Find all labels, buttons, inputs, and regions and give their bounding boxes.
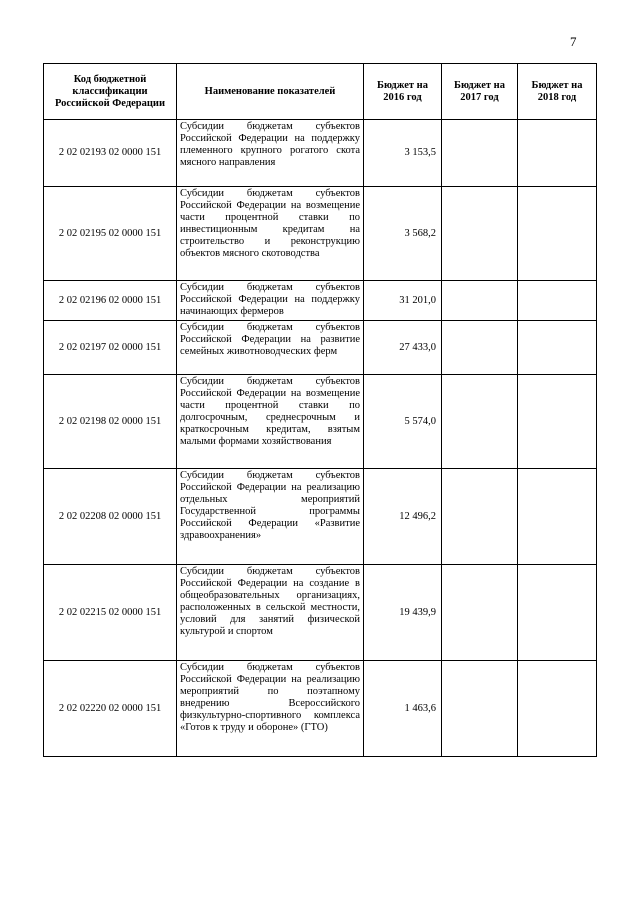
row-budget-2016: 5 574,0 (364, 375, 442, 469)
table-row (44, 565, 597, 661)
row-budget-2016: 12 496,2 (364, 469, 442, 565)
row-code: 2 02 02193 02 0000 151 (44, 120, 177, 187)
table-header-row (44, 64, 597, 120)
row-budget-2017 (442, 281, 518, 321)
row-budget-2017 (442, 469, 518, 565)
row-budget-2018 (518, 187, 597, 281)
row-budget-2018 (518, 565, 597, 661)
row-budget-2018 (518, 469, 597, 565)
row-budget-2018 (518, 375, 597, 469)
table-row (44, 661, 597, 757)
row-name: Субсидии бюджетам субъектов Российской Федерации на возмещение части процентной ставки по долгосрочным, среднесрочным и краткосрочным кредитам, взятым малыми формами хозяйствования (177, 375, 364, 469)
row-budget-2017 (442, 187, 518, 281)
row-name: Субсидии бюджетам субъектов Российской Федерации на реализацию мероприятий по поэтапному внедрению Всероссийского физкультурно-спортивного комплекса «Готов к труду и обороне» (ГТО) (177, 661, 364, 757)
row-name: Субсидии бюджетам субъектов Российской Федерации на создание в общеобразовательных организациях, расположенных в сельской местности, условий для занятий физической культурой и спортом (177, 565, 364, 661)
row-budget-2017 (442, 375, 518, 469)
header-budget-2016: Бюджет на 2016 год (364, 64, 442, 120)
row-budget-2018 (518, 120, 597, 187)
row-budget-2016: 3 568,2 (364, 187, 442, 281)
row-budget-2017 (442, 321, 518, 375)
row-budget-2016: 19 439,9 (364, 565, 442, 661)
row-name: Субсидии бюджетам субъектов Российской Федерации на поддержку начинающих фермеров (177, 281, 364, 321)
row-budget-2018 (518, 281, 597, 321)
table-row (44, 469, 597, 565)
row-code: 2 02 02220 02 0000 151 (44, 661, 177, 757)
row-budget-2017 (442, 565, 518, 661)
row-budget-2018 (518, 661, 597, 757)
row-name: Субсидии бюджетам субъектов Российской Федерации на поддержку племенного крупного рогатого скота мясного направления (177, 120, 364, 187)
budget-table (43, 63, 597, 757)
row-code: 2 02 02198 02 0000 151 (44, 375, 177, 469)
row-code: 2 02 02215 02 0000 151 (44, 565, 177, 661)
row-code: 2 02 02195 02 0000 151 (44, 187, 177, 281)
row-name: Субсидии бюджетам субъектов Российской Федерации на развитие семейных животноводческих ферм (177, 321, 364, 375)
page-number: 7 (570, 34, 577, 49)
row-budget-2018 (518, 321, 597, 375)
row-code: 2 02 02196 02 0000 151 (44, 281, 177, 321)
header-code: Код бюджетной классификации Российской Федерации (44, 64, 177, 120)
row-budget-2017 (442, 661, 518, 757)
row-code: 2 02 02197 02 0000 151 (44, 321, 177, 375)
row-name: Субсидии бюджетам субъектов Российской Федерации на возмещение части процентной ставки по инвестиционным кредитам на строительство и реконструкцию объектов мясного скотоводства (177, 187, 364, 281)
table-row (44, 375, 597, 469)
header-budget-2018: Бюджет на 2018 год (518, 64, 597, 120)
table-row (44, 120, 597, 187)
header-budget-2017: Бюджет на 2017 год (442, 64, 518, 120)
row-code: 2 02 02208 02 0000 151 (44, 469, 177, 565)
table-row (44, 281, 597, 321)
row-budget-2017 (442, 120, 518, 187)
row-budget-2016: 3 153,5 (364, 120, 442, 187)
header-name: Наименование показателей (177, 64, 364, 120)
row-budget-2016: 27 433,0 (364, 321, 442, 375)
table-row (44, 187, 597, 281)
table-row (44, 321, 597, 375)
row-name: Субсидии бюджетам субъектов Российской Федерации на реализацию отдельных мероприятий Государственной программы Российской Федерации «Развитие здравоохранения» (177, 469, 364, 565)
row-budget-2016: 31 201,0 (364, 281, 442, 321)
row-budget-2016: 1 463,6 (364, 661, 442, 757)
